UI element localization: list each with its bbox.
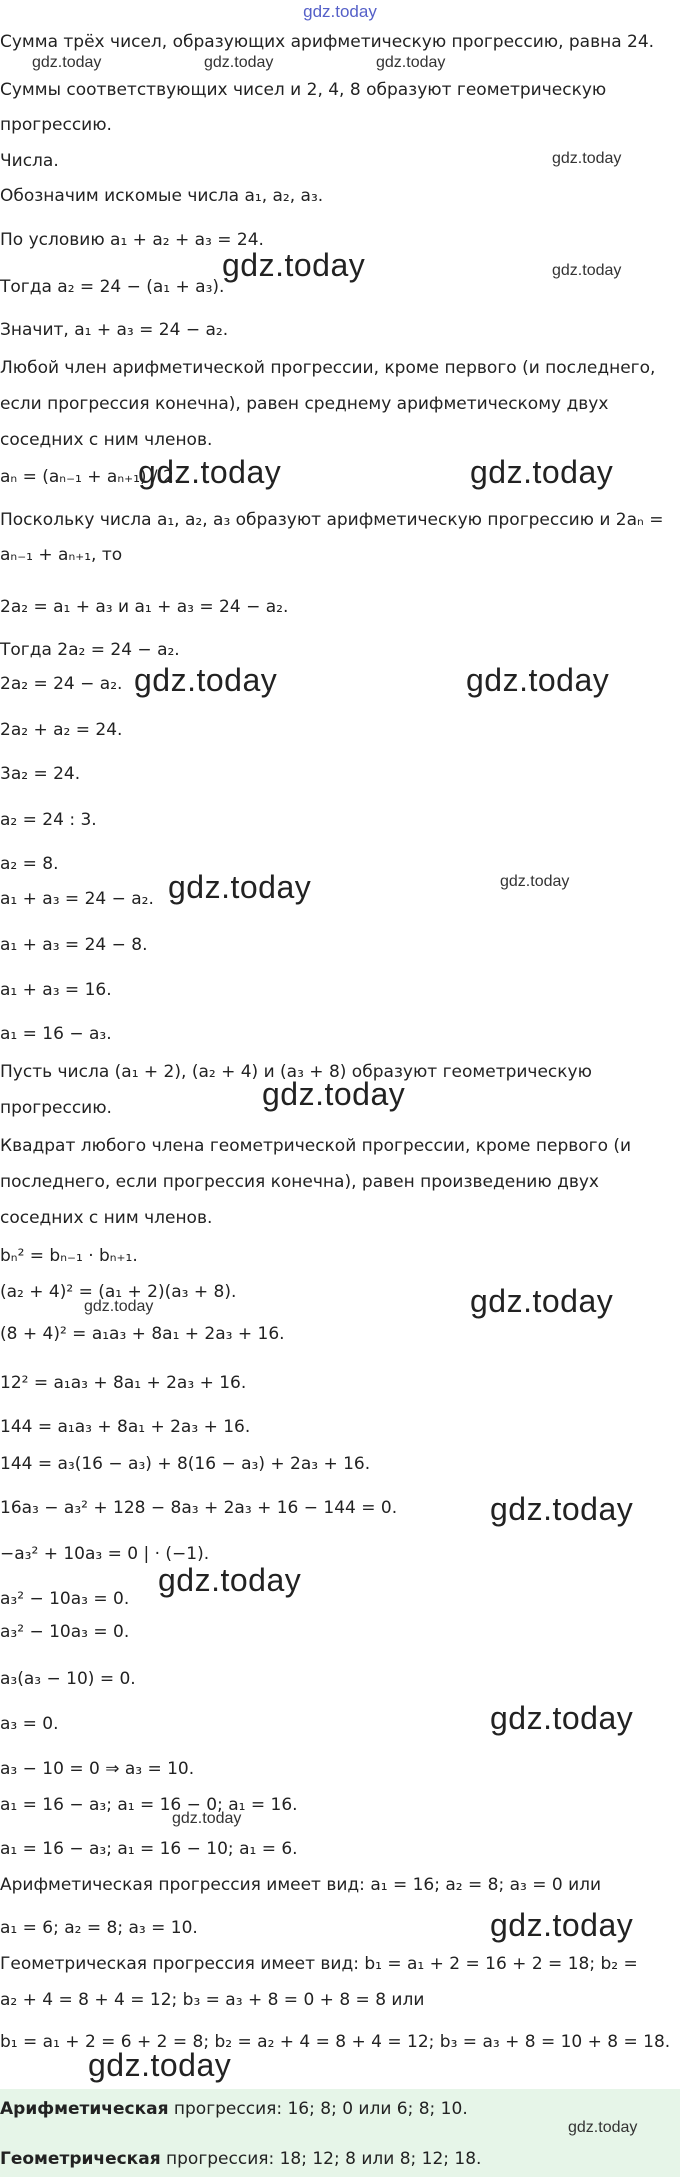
- watermark-large: gdz.today: [490, 1491, 634, 1527]
- text-line: a₂ = 8.: [0, 854, 59, 874]
- text-paragraph: Квадрат любого члена геометрической прогрессии, кроме первого (и последнего, если прогрессия конечна), равен произведению двух соседних с ним членов.: [0, 1136, 632, 1228]
- watermark-large: gdz.today: [490, 1907, 634, 1943]
- watermark: gdz.today: [172, 1810, 242, 1827]
- text-line: По условию a₁ + a₂ + a₃ = 24.: [0, 230, 264, 250]
- text-line: Арифметическая прогрессия имеет вид: a₁ = 16; a₂ = 8; a₃ = 0 или: [0, 1875, 602, 1895]
- watermark: gdz.today: [204, 54, 274, 71]
- text-line: a₁ = 16 − a₃; a₁ = 16 − 10; a₁ = 6.: [0, 1839, 298, 1859]
- text-line: Поскольку числа a₁, a₂, a₃ образуют арифметическую прогрессию и 2aₙ =: [0, 510, 664, 530]
- text-line: a₂ = 24 : 3.: [0, 810, 97, 830]
- answer-arith-text: прогрессия: 16; 8; 0 или 6; 8; 10.: [168, 2099, 468, 2119]
- answer-geom-text: прогрессия: 18; 12; 8 или 8; 12; 18.: [160, 2149, 482, 2169]
- text-line: Геометрическая прогрессия имеет вид: b₁ = a₁ + 2 = 16 + 2 = 18; b₂ =: [0, 1954, 638, 1974]
- answer-arithmetic: [0, 2097, 468, 2121]
- text-line: a₁ = 16 − a₃; a₁ = 16 − 0; a₁ = 16.: [0, 1795, 298, 1815]
- text-line: a₁ + a₃ = 24 − a₂.: [0, 889, 154, 909]
- text-line: 3a₂ = 24.: [0, 764, 81, 784]
- text-line: aₙ = (aₙ₋₁ + aₙ₊₁) / 2.: [0, 467, 180, 487]
- answer-arith-label: Арифметическая: [0, 2099, 169, 2119]
- text-line: 2a₂ = 24 − a₂.: [0, 674, 123, 694]
- text-line: bₙ² = bₙ₋₁ · bₙ₊₁.: [0, 1246, 138, 1266]
- text-line: прогрессию.: [0, 115, 112, 135]
- watermark-large: gdz.today: [138, 454, 282, 490]
- text-line: Обозначим искомые числа a₁, a₂, a₃.: [0, 186, 324, 206]
- text-line: Пусть числа (a₁ + 2), (a₂ + 4) и (a₃ + 8) образуют геометрическую: [0, 1062, 592, 1082]
- text-paragraph: b₁ = a₁ + 2 = 6 + 2 = 8; b₂ = a₂ + 4 = 8 + 4 = 12; b₃ = a₃ + 8 = 10 + 8 = 18.: [0, 2032, 671, 2052]
- text-line: a₃(a₃ − 10) = 0.: [0, 1669, 136, 1689]
- answer-geometric: [0, 2147, 481, 2171]
- text-line: 144 = a₁a₃ + 8a₁ + 2a₃ + 16.: [0, 1417, 251, 1437]
- text-line: a₂ + 4 = 8 + 4 = 12; b₃ = a₃ + 8 = 0 + 8 = 8 или: [0, 1990, 425, 2010]
- watermark-large: gdz.today: [490, 1700, 634, 1736]
- watermark: gdz.today: [552, 150, 622, 167]
- text-line: Числа.: [0, 151, 59, 171]
- text-line: Значит, a₁ + a₃ = 24 − a₂.: [0, 320, 229, 340]
- watermark: gdz.today: [32, 54, 102, 71]
- watermark-large: gdz.today: [168, 869, 312, 905]
- text-line: aₙ₋₁ + aₙ₊₁, то: [0, 545, 123, 565]
- text-line: a₃² − 10a₃ = 0.: [0, 1622, 130, 1642]
- text-line: 12² = a₁a₃ + 8a₁ + 2a₃ + 16.: [0, 1373, 247, 1393]
- text-line: a₃² − 10a₃ = 0.: [0, 1589, 130, 1609]
- watermark: gdz.today: [552, 262, 622, 279]
- text-line: 144 = a₃(16 − a₃) + 8(16 − a₃) + 2a₃ + 16.: [0, 1454, 371, 1474]
- text-line: Суммы соответствующих чисел и 2, 4, 8 образуют геометрическую: [0, 80, 607, 100]
- watermark-large: gdz.today: [88, 2047, 232, 2083]
- text-line: a₃ − 10 = 0 ⇒ a₃ = 10.: [0, 1759, 195, 1779]
- text-line: 2a₂ + a₂ = 24.: [0, 720, 123, 740]
- text-line: прогрессию.: [0, 1098, 112, 1118]
- text-line: a₁ = 16 − a₃.: [0, 1024, 112, 1044]
- watermark: gdz.today: [376, 54, 446, 71]
- watermark: gdz.today: [568, 2119, 638, 2136]
- text-line: 16a₃ − a₃² + 128 − 8a₃ + 2a₃ + 16 − 144 = 0.: [0, 1498, 398, 1518]
- watermark-large: gdz.today: [158, 1562, 302, 1598]
- watermark-large: gdz.today: [262, 1076, 406, 1112]
- text-paragraph: Любой член арифметической прогрессии, кроме первого (и последнего, если прогрессия конечна), равен среднему арифметическому двух соседних с ним членов.: [0, 358, 656, 450]
- text-line: a₁ = 6; a₂ = 8; a₃ = 10.: [0, 1918, 198, 1938]
- watermark-large: gdz.today: [466, 662, 610, 698]
- text-line: Тогда 2a₂ = 24 − a₂.: [0, 640, 180, 660]
- text-line: a₁ + a₃ = 16.: [0, 980, 112, 1000]
- text-line: (8 + 4)² = a₁a₃ + 8a₁ + 2a₃ + 16.: [0, 1324, 285, 1344]
- text-line: Тогда a₂ = 24 − (a₁ + a₃).: [0, 277, 225, 297]
- watermark-large: gdz.today: [222, 247, 366, 283]
- text-line: Сумма трёх чисел, образующих арифметическую прогрессию, равна 24.: [0, 32, 655, 52]
- watermark-large: gdz.today: [470, 454, 614, 490]
- watermark-large: gdz.today: [134, 662, 278, 698]
- watermark: gdz.today: [84, 1298, 154, 1315]
- text-line: a₃ = 0.: [0, 1714, 59, 1734]
- text-line: a₁ + a₃ = 24 − 8.: [0, 935, 148, 955]
- text-line: (a₂ + 4)² = (a₁ + 2)(a₃ + 8).: [0, 1282, 237, 1302]
- text-line: 2a₂ = a₁ + a₃ и a₁ + a₃ = 24 − a₂.: [0, 597, 289, 617]
- watermark: gdz.today: [500, 873, 570, 890]
- watermark-large: gdz.today: [470, 1283, 614, 1319]
- answer-geom-label: Геометрическая: [0, 2149, 161, 2169]
- header-watermark: gdz.today: [303, 2, 377, 21]
- text-line: −a₃² + 10a₃ = 0 | · (−1).: [0, 1544, 210, 1564]
